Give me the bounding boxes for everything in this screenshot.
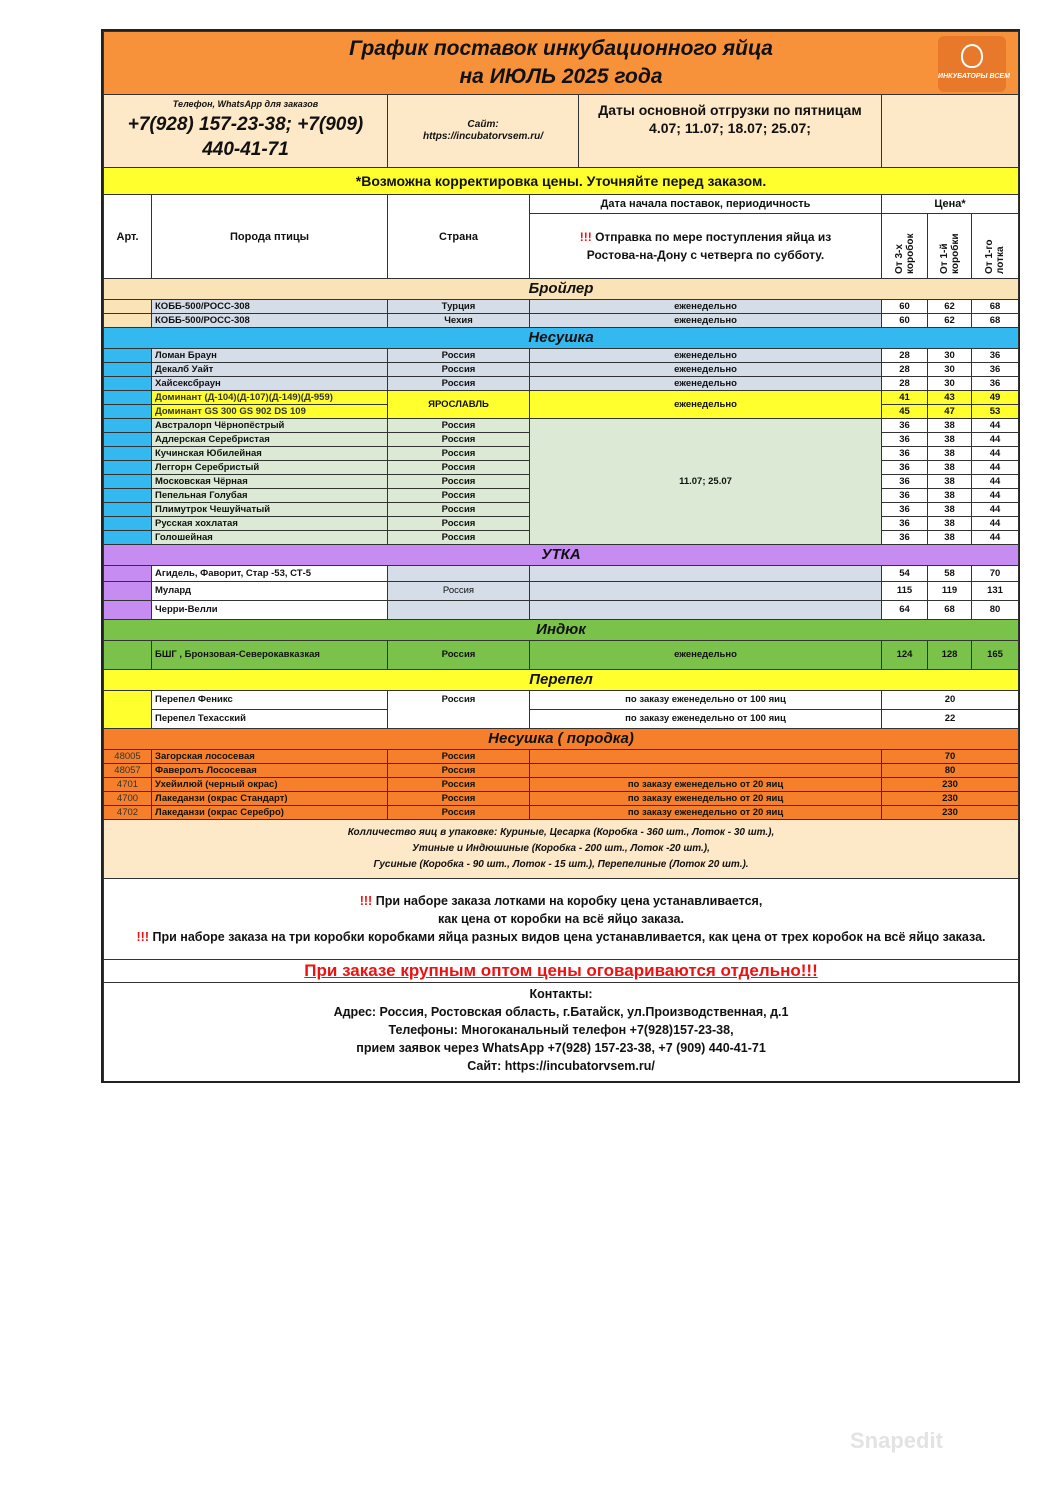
price-schedule-sheet bbox=[101, 29, 1020, 1083]
country-cell: Россия bbox=[388, 419, 530, 433]
country-cell: Россия bbox=[388, 461, 530, 475]
table-row bbox=[104, 314, 1019, 328]
art-cell bbox=[104, 531, 152, 545]
wholesale-notice: При заказе крупным оптом цены оговариваются отдельно!!! bbox=[104, 960, 1019, 983]
breed-cell: Адлерская Серебристая bbox=[152, 433, 388, 447]
delivery-cell: по заказу еженедельно от 100 яиц bbox=[530, 691, 882, 710]
price-1-cell: 38 bbox=[928, 475, 972, 489]
breed-cell: БШГ , Бронзовая-Северокавказкая bbox=[152, 641, 388, 670]
art-cell bbox=[104, 566, 152, 582]
price-3-cell: 36 bbox=[882, 517, 928, 531]
poroda-rows bbox=[104, 750, 1019, 820]
breed-cell: Леггорн Серебристый bbox=[152, 461, 388, 475]
breed-cell: Хайсексбраун bbox=[152, 377, 388, 391]
country-cell: Россия bbox=[388, 377, 530, 391]
price-1-cell: 38 bbox=[928, 531, 972, 545]
table-row bbox=[104, 806, 1019, 820]
footer-site[interactable]: Сайт: https://incubatorvsem.ru/ bbox=[467, 1059, 655, 1073]
price-1-cell: 30 bbox=[928, 363, 972, 377]
price-tray-cell: 44 bbox=[972, 461, 1019, 475]
art-cell bbox=[104, 601, 152, 620]
price-1-cell: 47 bbox=[928, 405, 972, 419]
price-cell: 230 bbox=[882, 806, 1019, 820]
footer-title: Контакты: bbox=[529, 987, 593, 1001]
country-cell: Россия bbox=[388, 582, 530, 601]
table-row bbox=[104, 391, 1019, 405]
delivery-cell bbox=[530, 750, 882, 764]
country-cell: Россия bbox=[388, 517, 530, 531]
price-3-cell: 36 bbox=[882, 447, 928, 461]
price-1-cell: 68 bbox=[928, 601, 972, 620]
price-3-cell: 60 bbox=[882, 300, 928, 314]
packaging-info bbox=[104, 820, 1019, 879]
site-and-shipping bbox=[388, 95, 882, 168]
price-tray-cell: 36 bbox=[972, 377, 1019, 391]
price-1-cell: 38 bbox=[928, 503, 972, 517]
delivery-cell: еженедельно bbox=[530, 349, 882, 363]
breed-cell: Доминант GS 300 GS 902 DS 109 bbox=[152, 405, 388, 419]
phone-label: Телефон, WhatsApp для заказов bbox=[172, 99, 319, 109]
section-indyuk: Индюк bbox=[104, 620, 1019, 641]
price-tray-cell: 44 bbox=[972, 447, 1019, 461]
breed-cell: Ухейилюй (черный окрас) bbox=[152, 778, 388, 792]
price-1-cell: 119 bbox=[928, 582, 972, 601]
egg-icon bbox=[961, 44, 983, 68]
country-cell: Россия bbox=[388, 792, 530, 806]
table-row bbox=[104, 792, 1019, 806]
country-cell: Россия bbox=[388, 750, 530, 764]
price-tray-cell: 68 bbox=[972, 314, 1019, 328]
table-row bbox=[104, 764, 1019, 778]
breed-cell: Пепельная Голубая bbox=[152, 489, 388, 503]
col-price-1-box: От 1-й коробки bbox=[928, 214, 972, 279]
breed-cell: Доминант (Д-104)(Д-107)(Д-149)(Д-959) bbox=[152, 391, 388, 405]
section-perepel: Перепел bbox=[104, 670, 1019, 691]
art-cell: 4702 bbox=[104, 806, 152, 820]
price-cell: 80 bbox=[882, 764, 1019, 778]
country-cell: Россия bbox=[388, 778, 530, 792]
country-cell: Россия bbox=[388, 475, 530, 489]
art-cell bbox=[104, 391, 152, 405]
delivery-cell: по заказу еженедельно от 20 яиц bbox=[530, 778, 882, 792]
price-1-cell: 43 bbox=[928, 391, 972, 405]
price-3-cell: 115 bbox=[882, 582, 928, 601]
breed-cell: Черри-Велли bbox=[152, 601, 388, 620]
table-row bbox=[104, 582, 1019, 601]
breed-cell: КОББ-500/РОСС-308 bbox=[152, 314, 388, 328]
breed-cell: Мулард bbox=[152, 582, 388, 601]
price-3-cell: 41 bbox=[882, 391, 928, 405]
price-tray-cell: 44 bbox=[972, 489, 1019, 503]
price-tray-cell: 44 bbox=[972, 517, 1019, 531]
site-label: Сайт: bbox=[467, 119, 499, 130]
price-tray-cell: 80 bbox=[972, 601, 1019, 620]
table-row bbox=[104, 710, 1019, 729]
price-tray-cell: 36 bbox=[972, 363, 1019, 377]
packaging-line-3: Гусиные (Коробка - 90 шт., Лоток - 15 шт.), Перепелиные (Лоток 20 шт.). bbox=[373, 859, 749, 870]
col-price-1-tray: От 1-го лотка bbox=[972, 214, 1019, 279]
site-link[interactable]: https://incubatorvsem.ru/ bbox=[422, 131, 543, 142]
logo-text: ИНКУБАТОРЫ ВСЕМ bbox=[938, 73, 1010, 80]
price-3-cell: 64 bbox=[882, 601, 928, 620]
price-1-cell: 38 bbox=[928, 517, 972, 531]
country-cell: Россия bbox=[388, 691, 530, 729]
table-row bbox=[104, 566, 1019, 582]
price-cell: 230 bbox=[882, 792, 1019, 806]
country-cell: Россия bbox=[388, 503, 530, 517]
delivery-cell bbox=[530, 582, 882, 601]
art-cell: 4701 bbox=[104, 778, 152, 792]
breed-cell: КОББ-500/РОСС-308 bbox=[152, 300, 388, 314]
breed-cell: Кучинская Юбилейная bbox=[152, 447, 388, 461]
utka-rows bbox=[104, 566, 1019, 620]
art-cell bbox=[104, 314, 152, 328]
price-tray-cell: 36 bbox=[972, 349, 1019, 363]
col-delivery-title: Дата начала поставок, периодичность bbox=[530, 195, 882, 214]
breed-cell: Московская Чёрная bbox=[152, 475, 388, 489]
price-1-cell: 62 bbox=[928, 314, 972, 328]
price-3-cell: 60 bbox=[882, 314, 928, 328]
price-tray-cell: 44 bbox=[972, 419, 1019, 433]
art-cell bbox=[104, 447, 152, 461]
section-broiler: Бройлер bbox=[104, 279, 1019, 300]
shipping-dates: 4.07; 11.07; 18.07; 25.07; bbox=[649, 120, 811, 136]
packaging-line-2: Утиные и Индюшиные (Коробка - 200 шт., Лоток -20 шт.), bbox=[412, 843, 710, 854]
footer-contacts bbox=[104, 983, 1019, 1082]
breed-cell: Ломан Браун bbox=[152, 349, 388, 363]
country-cell: ЯРОСЛАВЛЬ bbox=[388, 391, 530, 419]
note-2: !!! При наборе заказа на три коробки коробками яйца разных видов цена устанавливается, как цена от трех коробок на всё яйцо заказа. bbox=[136, 930, 986, 944]
price-tray-cell: 53 bbox=[972, 405, 1019, 419]
col-price: Цена* bbox=[882, 195, 1019, 214]
section-poroda: Несушка ( породка) bbox=[104, 729, 1019, 750]
price-1-cell: 128 bbox=[928, 641, 972, 670]
title-line-2: на ИЮЛЬ 2025 года bbox=[459, 65, 663, 88]
price-1-cell: 30 bbox=[928, 349, 972, 363]
col-delivery-note bbox=[530, 214, 882, 279]
table-row bbox=[104, 349, 1019, 363]
breed-cell: Декалб Уайт bbox=[152, 363, 388, 377]
art-cell bbox=[104, 377, 152, 391]
contact-row-filler bbox=[882, 95, 1019, 168]
price-1-cell: 38 bbox=[928, 489, 972, 503]
country-cell: Россия bbox=[388, 764, 530, 778]
price-tray-cell: 70 bbox=[972, 566, 1019, 582]
price-cell: 70 bbox=[882, 750, 1019, 764]
breed-cell: Русская хохлатая bbox=[152, 517, 388, 531]
breed-cell: Австралорп Чёрнопёстрый bbox=[152, 419, 388, 433]
delivery-cell: еженедельно bbox=[530, 314, 882, 328]
art-cell: 48005 bbox=[104, 750, 152, 764]
country-cell: Турция bbox=[388, 300, 530, 314]
delivery-cell: еженедельно bbox=[530, 300, 882, 314]
breed-cell: Голошейная bbox=[152, 531, 388, 545]
price-1-cell: 58 bbox=[928, 566, 972, 582]
country-cell bbox=[388, 601, 530, 620]
title-line-1: График поставок инкубационного яйца bbox=[349, 37, 773, 60]
breed-cell: Фаверолъ Лососевая bbox=[152, 764, 388, 778]
price-tray-cell: 131 bbox=[972, 582, 1019, 601]
document-title bbox=[104, 32, 1019, 95]
price-3-cell: 28 bbox=[882, 377, 928, 391]
price-cell: 20 bbox=[882, 691, 1019, 710]
delivery-cell: еженедельно bbox=[530, 363, 882, 377]
price-3-cell: 36 bbox=[882, 433, 928, 447]
price-tray-cell: 68 bbox=[972, 300, 1019, 314]
art-cell bbox=[104, 300, 152, 314]
breed-cell: Лакеданзи (окрас Стандарт) bbox=[152, 792, 388, 806]
price-tray-cell: 44 bbox=[972, 503, 1019, 517]
art-cell bbox=[104, 461, 152, 475]
delivery-cell bbox=[530, 566, 882, 582]
breed-cell: Перепел Техасский bbox=[152, 710, 388, 729]
price-notice: *Возможна корректировка цены. Уточняйте перед заказом. bbox=[104, 168, 1019, 195]
section-utka: УТКА bbox=[104, 545, 1019, 566]
breed-cell: Плимутрок Чешуйчатый bbox=[152, 503, 388, 517]
art-cell bbox=[104, 517, 152, 531]
col-breed: Порода птицы bbox=[152, 195, 388, 279]
watermark: Snapedit bbox=[850, 1428, 943, 1453]
art-cell bbox=[104, 433, 152, 447]
note-1b: как цена от коробки на всё яйцо заказа. bbox=[438, 912, 684, 926]
price-3-cell: 54 bbox=[882, 566, 928, 582]
table-row bbox=[104, 778, 1019, 792]
country-cell: Россия bbox=[388, 806, 530, 820]
art-cell bbox=[104, 503, 152, 517]
breed-cell: Перепел Феникс bbox=[152, 691, 388, 710]
price-1-cell: 38 bbox=[928, 433, 972, 447]
art-cell bbox=[104, 582, 152, 601]
schedule-table bbox=[103, 31, 1019, 1081]
price-3-cell: 36 bbox=[882, 461, 928, 475]
delivery-dates-cell: 11.07; 25.07 bbox=[530, 419, 882, 545]
table-row bbox=[104, 300, 1019, 314]
delivery-cell: еженедельно bbox=[530, 391, 882, 419]
col-art: Арт. bbox=[104, 195, 152, 279]
table-row bbox=[104, 750, 1019, 764]
price-tray-cell: 44 bbox=[972, 475, 1019, 489]
price-3-cell: 124 bbox=[882, 641, 928, 670]
price-1-cell: 38 bbox=[928, 461, 972, 475]
art-cell: 48057 bbox=[104, 764, 152, 778]
phone-numbers[interactable]: +7(928) 157-23-38; +7(909) 440-41-71 bbox=[127, 114, 364, 160]
art-cell bbox=[104, 349, 152, 363]
shipping-block bbox=[579, 95, 882, 167]
breed-cell: Лакеданзи (окрас Серебро) bbox=[152, 806, 388, 820]
country-cell: Россия bbox=[388, 641, 530, 670]
breed-cell: Агидель, Фаворит, Стар -53, СТ-5 bbox=[152, 566, 388, 582]
country-cell: Россия bbox=[388, 349, 530, 363]
art-cell bbox=[104, 419, 152, 433]
price-1-cell: 30 bbox=[928, 377, 972, 391]
shipping-title: Даты основной отгрузки по пятницам bbox=[598, 102, 862, 118]
price-1-cell: 38 bbox=[928, 419, 972, 433]
price-3-cell: 36 bbox=[882, 489, 928, 503]
price-3-cell: 36 bbox=[882, 475, 928, 489]
price-tray-cell: 44 bbox=[972, 531, 1019, 545]
country-cell: Россия bbox=[388, 363, 530, 377]
delivery-cell: по заказу еженедельно от 20 яиц bbox=[530, 806, 882, 820]
price-cell: 230 bbox=[882, 778, 1019, 792]
art-cell bbox=[104, 363, 152, 377]
company-logo bbox=[938, 36, 1010, 92]
art-cell: 4700 bbox=[104, 792, 152, 806]
country-cell: Россия bbox=[388, 433, 530, 447]
delivery-cell: по заказу еженедельно от 20 яиц bbox=[530, 792, 882, 806]
broiler-rows bbox=[104, 300, 1019, 328]
delivery-cell bbox=[530, 764, 882, 778]
table-row bbox=[104, 601, 1019, 620]
delivery-cell: еженедельно bbox=[530, 641, 882, 670]
breed-cell: Загорская лососевая bbox=[152, 750, 388, 764]
country-cell: Россия bbox=[388, 531, 530, 545]
section-nesushka: Несушка bbox=[104, 328, 1019, 349]
table-row bbox=[104, 419, 1019, 433]
art-cell bbox=[104, 641, 152, 670]
price-3-cell: 36 bbox=[882, 419, 928, 433]
table-row bbox=[104, 641, 1019, 670]
delivery-cell: по заказу еженедельно от 100 яиц bbox=[530, 710, 882, 729]
price-3-cell: 45 bbox=[882, 405, 928, 419]
price-3-cell: 36 bbox=[882, 503, 928, 517]
country-cell: Россия bbox=[388, 489, 530, 503]
price-cell: 22 bbox=[882, 710, 1019, 729]
price-tray-cell: 49 bbox=[972, 391, 1019, 405]
packaging-line-1: Колличество яиц в упаковке: Куриные, Цесарка (Коробка - 360 шт., Лоток - 30 шт.), bbox=[347, 827, 775, 838]
price-3-cell: 28 bbox=[882, 349, 928, 363]
col-price-3-boxes: От 3-х коробок bbox=[882, 214, 928, 279]
delivery-cell bbox=[530, 601, 882, 620]
art-cell bbox=[104, 475, 152, 489]
art-cell bbox=[104, 405, 152, 419]
footer-phones[interactable]: Телефоны: Многоканальный телефон +7(928)157-23-38, bbox=[388, 1023, 734, 1037]
price-1-cell: 62 bbox=[928, 300, 972, 314]
phone-block bbox=[104, 95, 388, 168]
price-1-cell: 38 bbox=[928, 447, 972, 461]
country-cell: Россия bbox=[388, 447, 530, 461]
country-cell: Чехия bbox=[388, 314, 530, 328]
table-row bbox=[104, 691, 1019, 710]
footer-address: Адрес: Россия, Ростовская область, г.Батайск, ул.Производственная, д.1 bbox=[333, 1005, 789, 1019]
table-row bbox=[104, 377, 1019, 391]
price-tray-cell: 44 bbox=[972, 433, 1019, 447]
country-cell bbox=[388, 566, 530, 582]
price-3-cell: 36 bbox=[882, 531, 928, 545]
price-tray-cell: 165 bbox=[972, 641, 1019, 670]
warning-mark: !!! bbox=[579, 230, 592, 244]
table-row bbox=[104, 363, 1019, 377]
delivery-cell: еженедельно bbox=[530, 377, 882, 391]
col-country: Страна bbox=[388, 195, 530, 279]
note-1: !!! При наборе заказа лотками на коробку цена устанавливается, bbox=[359, 894, 763, 908]
order-notes bbox=[104, 879, 1019, 960]
price-3-cell: 28 bbox=[882, 363, 928, 377]
footer-whatsapp[interactable]: прием заявок через WhatsApp +7(928) 157-23-38, +7 (909) 440-41-71 bbox=[356, 1041, 766, 1055]
site-block bbox=[388, 95, 579, 167]
art-cell bbox=[104, 489, 152, 503]
nesushka-rows bbox=[104, 349, 1019, 545]
art-cell bbox=[104, 691, 152, 729]
delivery-note-text: Отправка по мере поступления яйца из Ростова-на-Дону с четверга по субботу. bbox=[586, 230, 832, 262]
